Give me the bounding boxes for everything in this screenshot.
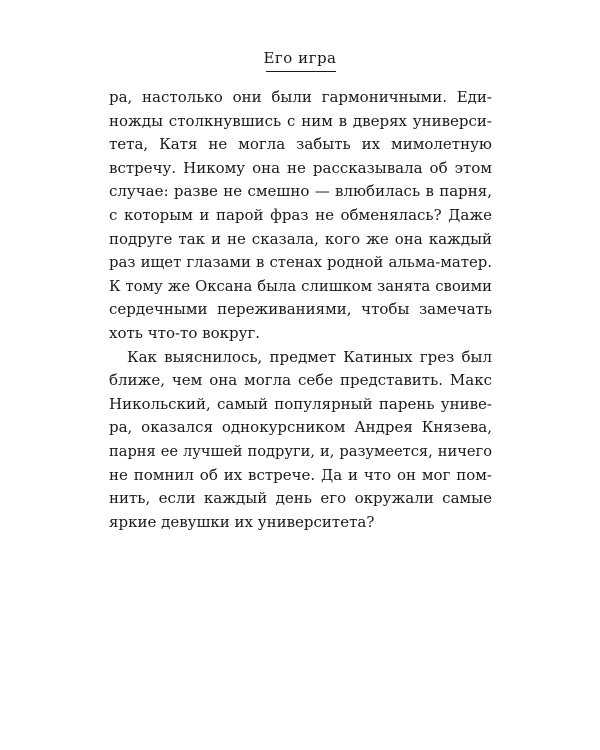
running-head: Его игра	[263, 49, 337, 67]
text-line: не помнил об их встрече. Да и что он мог пом-	[109, 465, 492, 484]
text-line: К тому же Оксана была слишком занята своими	[109, 277, 492, 295]
text-line: раз ищет глазами в стенах родной альма-матер.	[109, 253, 492, 272]
text-line: ра, оказался однокурсником Андрея Князева,	[109, 418, 492, 437]
text-line: Никольский, самый популярный парень униве-	[109, 394, 492, 413]
text-line: сердечными переживаниями, чтобы замечать	[109, 300, 492, 319]
text-line: встречу. Никому она не рассказывала об этом	[109, 158, 492, 177]
text-line: нить, если каждый день его окружали самые	[109, 489, 492, 508]
text-line: ближе, чем она могла себе представить. Макс	[109, 371, 492, 390]
running-head-rule	[266, 71, 336, 72]
text-line: случае: разве не смешно — влюбилась в парня,	[109, 182, 492, 201]
text-line: ра, настолько они были гармоничными. Еди-	[109, 88, 492, 106]
text-line: яркие девушки их университета?	[109, 512, 375, 531]
paragraph-2	[109, 346, 492, 535]
body-text	[109, 86, 492, 534]
text-line: парня ее лучшей подруги, и, разумеется, ничего	[109, 442, 492, 460]
text-line: тета, Катя не могла забыть их мимолетную	[109, 135, 492, 154]
text-line: хоть что-то вокруг.	[109, 323, 261, 342]
text-line: с которым и парой фраз не обменялась? Даже	[109, 205, 492, 224]
text-line: ножды столкнувшись с ним в дверях универси-	[109, 111, 492, 130]
text-line: Как выяснилось, предмет Катиных грез был	[127, 347, 492, 366]
text-line: подруге так и не сказала, кого же она каждый	[109, 229, 492, 248]
paragraph-1	[109, 86, 492, 346]
